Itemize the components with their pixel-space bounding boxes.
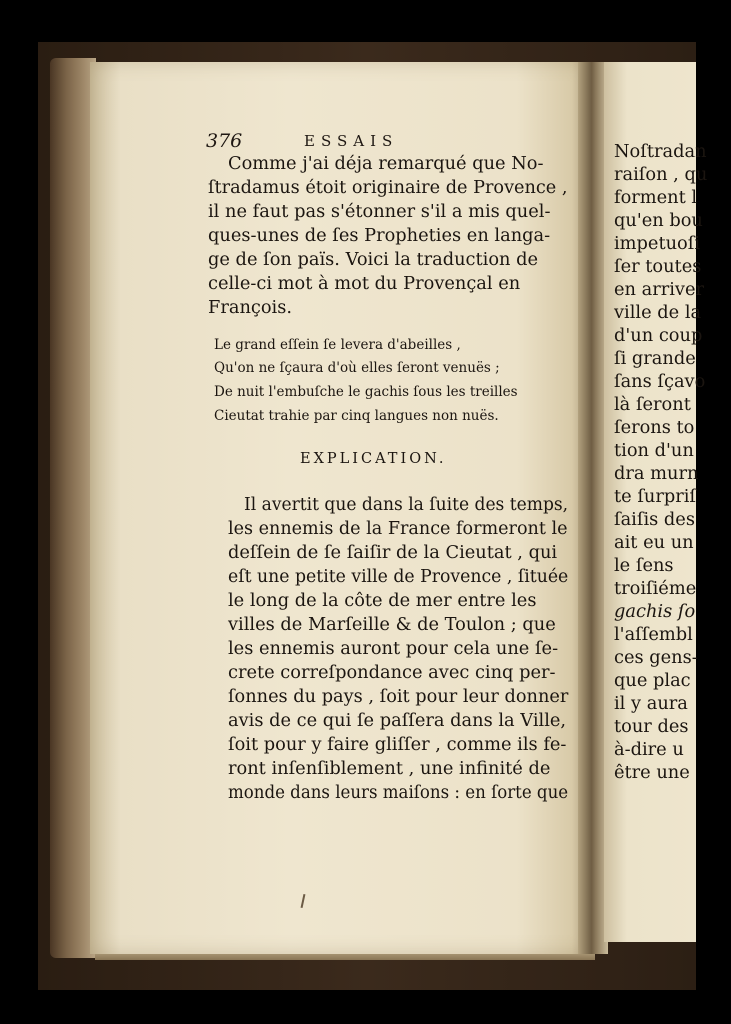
explanation-line: avis de ce qui ſe paſſera dans la Ville, — [228, 710, 567, 731]
explanation-line: ſonnes du pays , ſoit pour leur donner — [228, 686, 569, 707]
right-page-line: ſi grande — [614, 348, 696, 369]
verse-line: De nuit l'embuſche le gachis ſous les treilles — [214, 384, 518, 400]
verse-line: Le grand eſſein ſe levera d'abeilles , — [214, 337, 461, 353]
explanation-line: ront inſenſiblement , une infinité de — [228, 758, 551, 779]
verse-line: Qu'on ne ſçaura d'où elles ſeront venuës ; — [214, 360, 500, 376]
explanation-line: deſſein de ſe ſaiſir de la Cieutat , qui — [228, 542, 558, 563]
right-page-line: il y aura — [614, 693, 688, 714]
right-page-line: à-dire u — [614, 739, 684, 760]
right-page-line: forment l — [614, 187, 698, 208]
right-page-line: ſerons to — [614, 417, 695, 438]
right-page-line: ait eu un — [614, 532, 694, 553]
intro-line: ſtradamus étoit originaire de Provence , — [208, 177, 568, 198]
right-page-line: ces gens- — [614, 647, 698, 668]
right-page-line: ſer toutes — [614, 256, 702, 277]
right-page-line: le ſens — [614, 555, 674, 576]
right-page — [604, 62, 708, 942]
right-page-line: troiſiéme — [614, 578, 697, 599]
right-page-line: gachis ſo — [614, 601, 696, 622]
right-page-line: impetuoſi — [614, 233, 701, 254]
right-page-line: raiſon , qu — [614, 164, 708, 185]
verse-line: Cieutat trahie par cinq langues non nuës. — [214, 408, 499, 424]
right-page-line: dra murn — [614, 463, 699, 484]
explanation-line: les ennemis auront pour cela une ſe- — [228, 638, 559, 659]
intro-line: ge de ſon païs. Voici la traduction de — [208, 249, 539, 270]
intro-line: Comme j'ai déja remarqué que No- — [228, 153, 544, 174]
intro-line: il ne faut pas s'étonner s'il a mis quel- — [208, 201, 551, 222]
explanation-line: villes de Marſeille & de Toulon ; que — [228, 614, 556, 635]
right-page-line: tour des — [614, 716, 689, 737]
explanation-line: Il avertit que dans la ſuite des temps, — [244, 494, 569, 515]
explanation-line: crete correſpondance avec cinq per- — [228, 662, 556, 683]
explanation-line: le long de la côte de mer entre les — [228, 590, 537, 611]
right-page-line: d'un coup — [614, 325, 703, 346]
page-number: 376 — [206, 130, 243, 152]
right-page-line: l'aſſembl — [614, 624, 693, 645]
right-page-line: ſaiſis des — [614, 509, 695, 530]
intro-line: celle-ci mot à mot du Provençal en — [208, 273, 521, 294]
explanation-line: ſoit pour y faire gliſſer , comme ils fe- — [228, 734, 567, 755]
right-page-line: qu'en bou — [614, 210, 703, 231]
intro-line: François. — [208, 297, 293, 318]
explanation-line: eſt une petite ville de Provence , ſituée — [228, 566, 569, 587]
right-page-line: là ſeront — [614, 394, 691, 415]
right-page-line: en arriver — [614, 279, 704, 300]
right-page-line: être une — [614, 762, 690, 783]
running-head: ESSAIS — [304, 132, 399, 150]
right-page-line: tion d'un — [614, 440, 694, 461]
explanation-line: les ennemis de la France formeront le — [228, 518, 568, 539]
right-page-line: ſans ſçavo — [614, 371, 706, 392]
right-page-line: que plac — [614, 670, 691, 691]
explanation-line: monde dans leurs maiſons : en ſorte que — [228, 782, 569, 803]
section-heading: EXPLICATION. — [300, 451, 447, 467]
right-page-line: te ſurpriſ — [614, 486, 697, 507]
right-page-line: ville de la — [614, 302, 702, 323]
right-page-line: Noſtradan — [614, 141, 707, 162]
intro-line: ques-unes de ſes Propheties en langa- — [208, 225, 551, 246]
